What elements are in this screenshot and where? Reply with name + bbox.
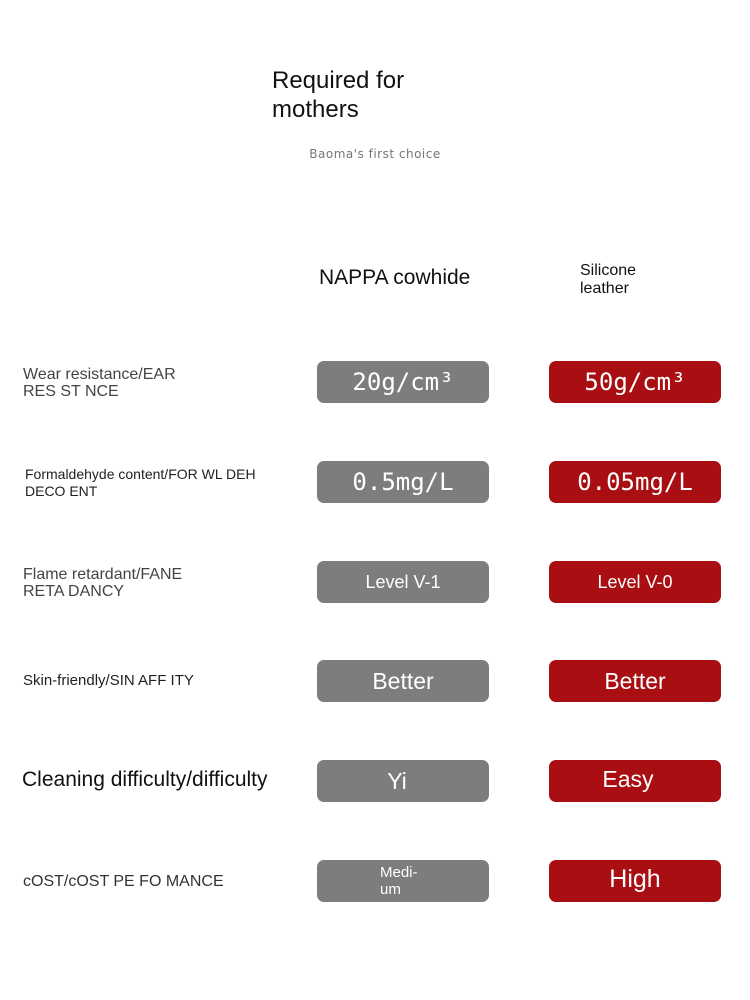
row-label-cost-performance: cOST/cOST PE FO MANCE [23, 873, 224, 890]
nappa-value-cost-performance [317, 860, 489, 902]
page-title: Required for mothers [272, 67, 405, 123]
nappa-value-formaldehyde: 0.5mg/L [317, 461, 489, 503]
row-label-wear-resistance: Wear resistance/EAR RES ST NCE [23, 366, 176, 400]
row-label-formaldehyde: Formaldehyde content/FOR WL DEH DECO ENT [25, 466, 256, 499]
silicone-value-formaldehyde: 0.05mg/L [549, 461, 721, 503]
nappa-value-wear-resistance: 20g/cm³ [317, 361, 489, 403]
silicone-value-wear-resistance: 50g/cm³ [549, 361, 721, 403]
nappa-value-skin-friendly: Better [317, 660, 489, 702]
row-label-flame-retardant: Flame retardant/FANE RETA DANCY [23, 566, 183, 600]
nappa-cost-text: Medi- um [380, 864, 418, 898]
silicone-value-cleaning-difficulty: Easy [549, 760, 721, 802]
silicone-value-cost-performance: High [549, 860, 721, 902]
row-label-skin-friendly: Skin-friendly/SIN AFF ITY [23, 672, 194, 689]
page-subtitle: Baoma's first choice [309, 147, 441, 161]
row-label-cleaning-difficulty: Cleaning difficulty/difficulty [22, 768, 268, 791]
column-header-silicone: Silicone leather [580, 262, 637, 297]
nappa-value-flame-retardant: Level V-1 [317, 561, 489, 603]
column-header-nappa: NAPPA cowhide [319, 266, 471, 289]
silicone-value-flame-retardant: Level V-0 [549, 561, 721, 603]
nappa-value-cleaning-difficulty: Yi [317, 760, 489, 802]
silicone-value-skin-friendly: Better [549, 660, 721, 702]
